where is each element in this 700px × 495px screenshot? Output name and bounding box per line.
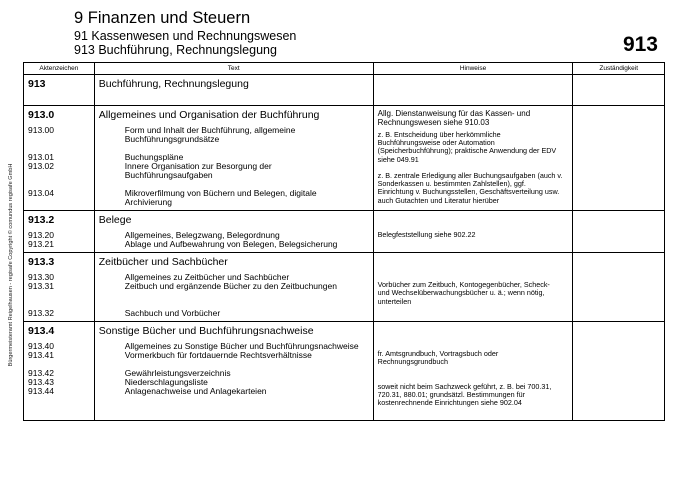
entry-texts: Allgemeines zu Zeitbücher und Sachbücher Zeitbuch und ergänzende Bücher zu den Zeitbuchungen Sachbuch und Vorbücher bbox=[124, 272, 337, 318]
entry-codes: 913.00 913.01 913.02 913.04 bbox=[28, 125, 54, 198]
main-group-code: 913 bbox=[28, 78, 46, 90]
entry-notes: fr. Amtsgrundbuch, Vortragsbuch oder Rechnungsgrundbuch soweit nicht beim Sachzweck geführt, z. B. bei 700.31, 720.31, 880.01; grundsätzl. Bestimmungen für kostenrechnende Einrichtungen siehe 902.04 bbox=[377, 349, 552, 408]
table-row-main-group bbox=[24, 75, 665, 106]
entry-codes: 913.40 913.41 913.42 913.43 913.44 bbox=[28, 341, 54, 396]
table-row-group bbox=[24, 322, 665, 421]
column-header-text: Text bbox=[94, 63, 373, 75]
table-row-group bbox=[24, 253, 665, 322]
column-header-zustaendigkeit: Zuständigkeit bbox=[573, 63, 665, 75]
table-row-group bbox=[24, 106, 665, 211]
entry-notes: Vorbücher zum Zeitbuch, Kontogegenbücher, Scheck- und Wechselüberwachungsbücher u. ä.; wenn nötig, unterteilen bbox=[377, 280, 550, 306]
entry-texts: Allgemeines, Belegzwang, Belegordnung Ablage und Aufbewahrung von Belegen, Belegsicherung bbox=[124, 230, 338, 249]
entry-codes: 913.30 913.31 913.32 bbox=[28, 272, 54, 318]
group-title: Allgemeines und Organisation der Buchführung bbox=[98, 109, 320, 121]
group-title: Zeitbücher und Sachbücher bbox=[98, 256, 228, 268]
table-row-group bbox=[24, 211, 665, 253]
entry-texts: Form und Inhalt der Buchführung, allgemeine Buchführungsgrundsätze Buchungspläne Innere Organisation zur Besorgung der Buchführungsaufgaben Mikroverfilmung von Büchern und Belegen, digitale Archivierung bbox=[124, 125, 317, 207]
group-code: 913.0 bbox=[28, 109, 55, 121]
entry-notes: z. B. Entscheidung über herkömmliche Buchführungsweise oder Automation (Speicherbuchführung); praktische Anwendung der EDV siehe 049.91 z. B. zentrale Erledigung aller Buchungsaufgaben (auch v. Sonderkassen u. bestimmten Zahlstellen), ggf. Einrichtung v. Buchungsstellen, Geschäftsverteilung usw. auch Gutachten und Literatur hierüber bbox=[377, 130, 563, 205]
group-title: Belege bbox=[98, 214, 132, 226]
main-group-title: Buchführung, Rechnungslegung bbox=[98, 78, 249, 90]
group-code: 913.3 bbox=[28, 256, 55, 268]
page-number: 913 bbox=[622, 33, 658, 56]
group-code: 913.4 bbox=[28, 325, 55, 337]
header-level-2: 91 Kassenwesen und Rechnungswesen bbox=[74, 29, 297, 43]
entry-codes: 913.20 913.21 bbox=[28, 230, 54, 249]
entry-notes: Belegfeststellung siehe 902.22 bbox=[377, 230, 476, 239]
group-note: Allg. Dienstanweisung für das Kassen- und Rechnungswesen siehe 910.03 bbox=[377, 109, 531, 127]
header-level-3: 913 Buchführung, Rechnungslegung bbox=[74, 43, 277, 57]
group-title: Sonstige Bücher und Buchführungsnachweise bbox=[98, 325, 314, 337]
table-header-row bbox=[24, 63, 665, 75]
header-level-1: 9 Finanzen und Steuern bbox=[74, 9, 251, 27]
copyright-text: Bürgermeisteramt Reigelhausen - regisafe Copyright © comundus regisafe GmbH bbox=[8, 163, 14, 367]
entry-texts: Allgemeines zu Sonstige Bücher und Buchführungsnachweise Vormerkbuch für fortdauernde Rechtsverhältnisse Gewährleistungsverzeichnis Niederschlagungsliste Anlagenachweise und Anlagekarteien bbox=[124, 341, 359, 396]
column-header-aktenzeichen: Aktenzeichen bbox=[24, 63, 95, 75]
group-code: 913.2 bbox=[28, 214, 55, 226]
vertical-copyright bbox=[6, 100, 16, 430]
file-plan-table bbox=[23, 62, 665, 421]
column-header-hinweise: Hinweise bbox=[373, 63, 573, 75]
